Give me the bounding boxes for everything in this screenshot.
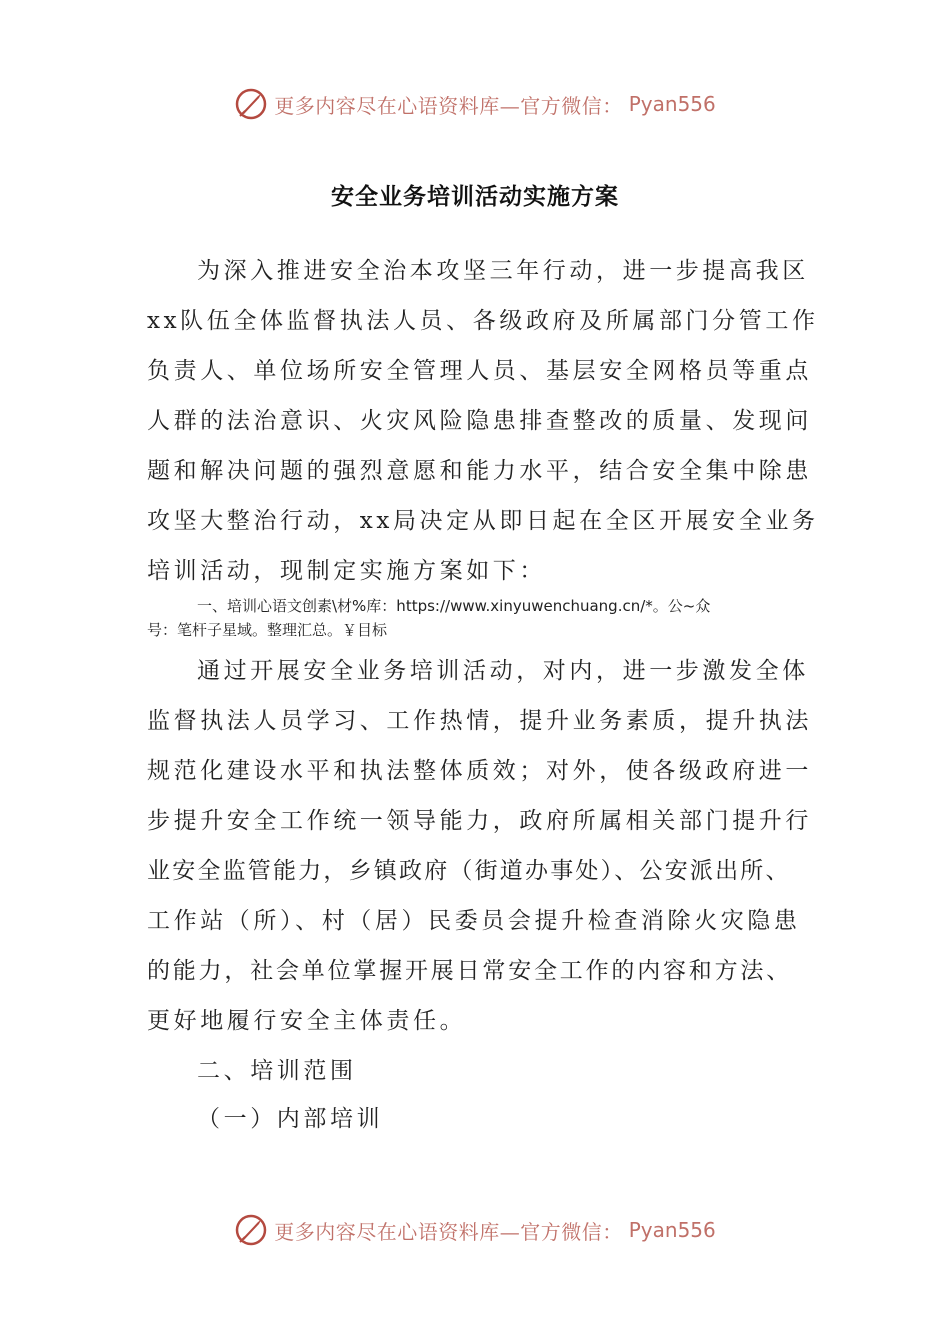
body-line: 业安全监管能力，乡镇政府（街道办事处）、公安派出所、	[147, 858, 791, 884]
body-line: 通过开展安全业务培训活动，对内，进一步激发全体	[197, 658, 809, 684]
watermark-banner-bottom	[0, 1210, 950, 1250]
watermark-banner-top	[0, 84, 950, 124]
intro-line: 人群的法治意识、火灾风险隐患排查整改的质量、发现问	[147, 408, 812, 434]
intro-line: 题和解决问题的强烈意愿和能力水平，结合安全集中除患	[147, 458, 812, 484]
intro-line: 负责人、单位场所安全管理人员、基层安全网格员等重点	[147, 358, 812, 384]
intro-line: 培训活动，现制定实施方案如下：	[147, 558, 546, 584]
section1-heading-line: 一、培训心语文创素\材%库：https://www.xinyuwenchuang.cn/*。公~众	[197, 597, 711, 615]
quill-logo-icon	[234, 87, 268, 121]
body-line: 监督执法人员学习、工作热情，提升业务素质，提升执法	[147, 708, 812, 734]
subsection1-heading: （一）内部培训	[197, 1106, 384, 1132]
watermark-text: 更多内容尽在心语资料库—官方微信：	[274, 1219, 623, 1244]
intro-line: 为深入推进安全治本攻坚三年行动，进一步提高我区	[197, 258, 809, 284]
intro-line: 攻坚大整治行动，xx局决定从即日起在全区开展安全业务	[147, 508, 819, 534]
body-line: 工作站（所）、村（居）民委员会提升检查消除火灾隐患	[147, 908, 801, 934]
body-line: 规范化建设水平和执法整体质效；对外，使各级政府进一	[147, 758, 812, 784]
document-title: 安全业务培训活动实施方案	[331, 183, 619, 210]
watermark-id: Pyan556	[628, 92, 716, 116]
watermark-id: Pyan556	[628, 1218, 716, 1242]
body-line: 的能力，社会单位掌握开展日常安全工作的内容和方法、	[147, 958, 792, 984]
section2-heading: 二、培训范围	[197, 1058, 357, 1084]
body-line: 步提升安全工作统一领导能力，政府所属相关部门提升行	[147, 808, 812, 834]
body-line: 更好地履行安全主体责任。	[147, 1008, 467, 1034]
intro-line: xx队伍全体监督执法人员、各级政府及所属部门分管工作	[147, 308, 819, 334]
watermark-text: 更多内容尽在心语资料库—官方微信：	[274, 93, 623, 118]
quill-logo-icon	[234, 1213, 268, 1247]
section1-heading-line: 号：笔杆子星域。整理汇总。￥目标	[147, 621, 388, 639]
